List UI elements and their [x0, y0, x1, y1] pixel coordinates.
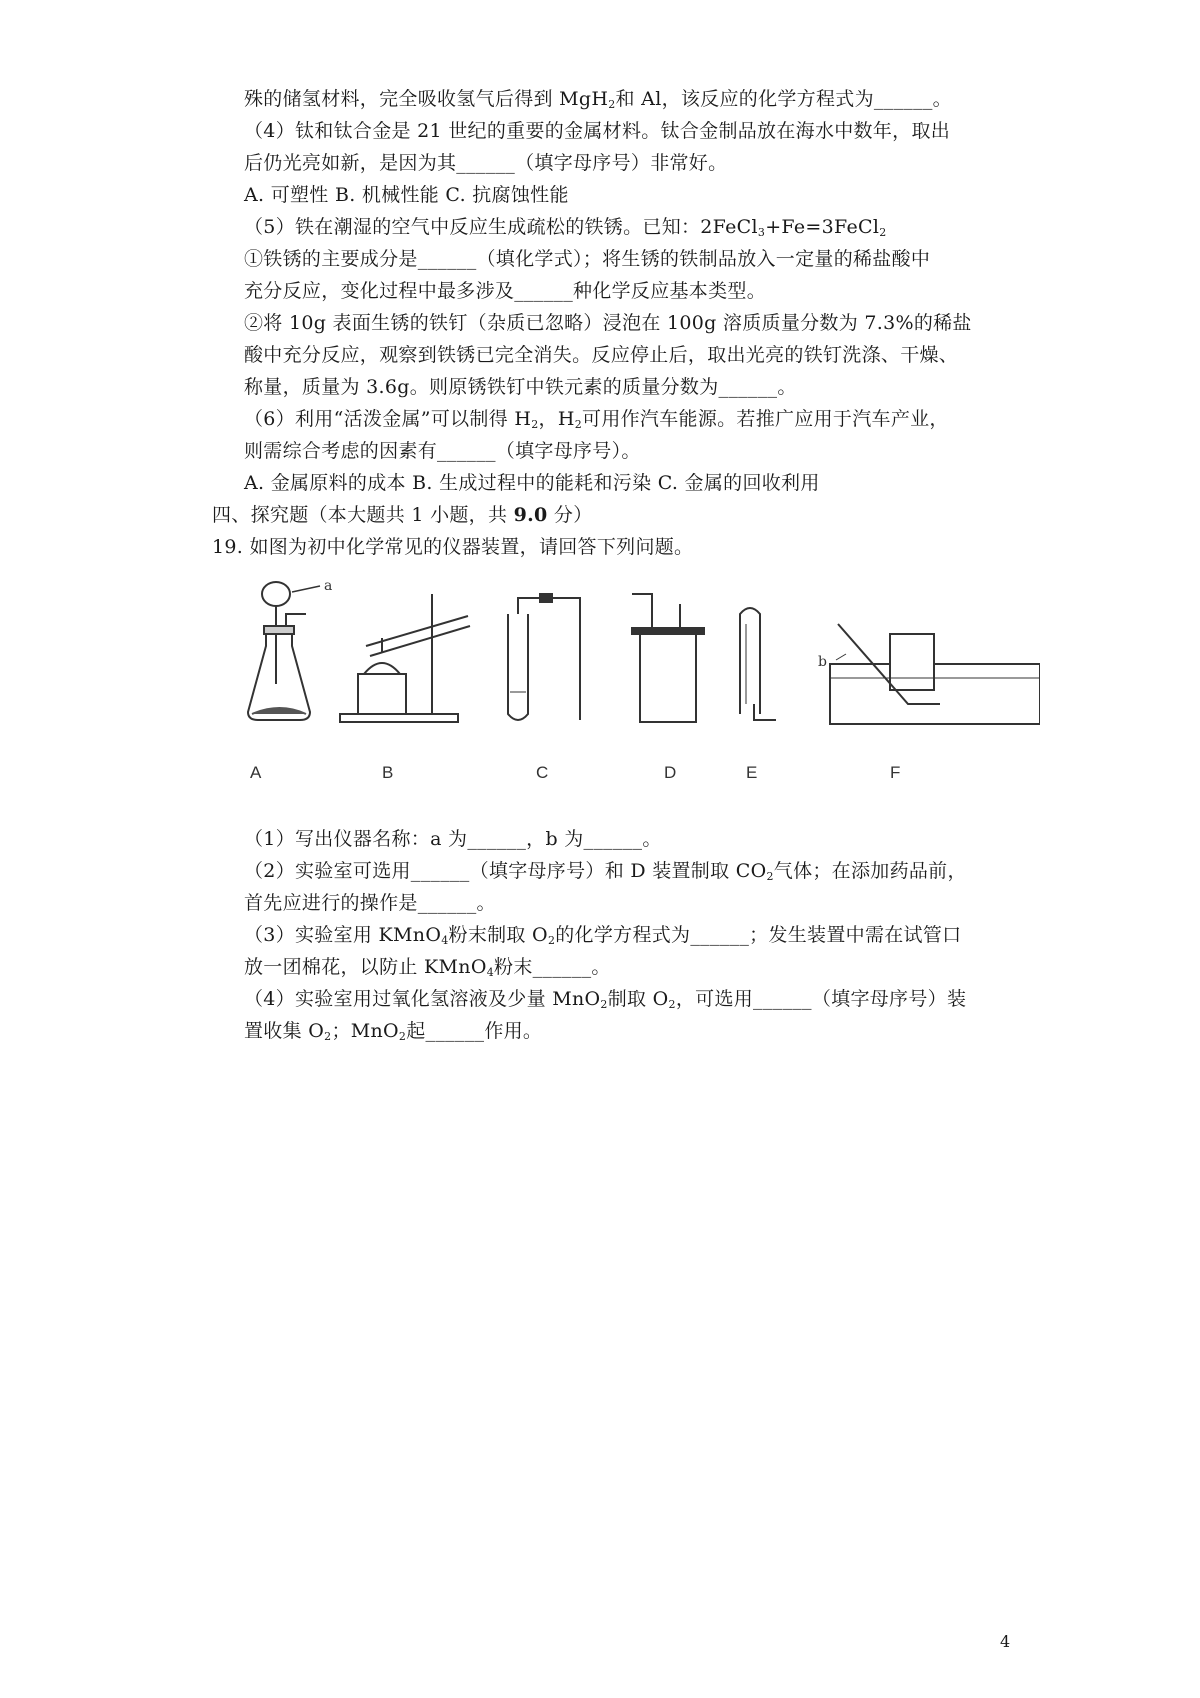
label-d: D — [664, 763, 677, 782]
text-line: 首先应进行的操作是______。 — [244, 892, 496, 914]
text-line: 后仍光亮如新，是因为其______（填字母序号）非常好。 — [244, 152, 728, 174]
apparatus-d-gas-bottle — [632, 594, 704, 722]
marker-a: a — [324, 578, 333, 594]
subquestion-4: （4）实验室用过氧化氢溶液及少量 MnO$_2$制取 $O_2$，可选用______（填字母序号）装 — [244, 988, 967, 1011]
apparatus-e-tube — [740, 608, 776, 720]
apparatus-b-heating-setup — [340, 594, 470, 722]
apparatus-f-water-trough — [830, 624, 1040, 724]
apparatus-c-test-tube — [508, 594, 580, 720]
text-line: 酸中充分反应，观察到铁锈已完全消失。反应停止后，取出光亮的铁钉洗涤、干燥、 — [244, 344, 959, 366]
subquestion-2: （2）实验室可选用______（填字母序号）和 D 装置制取 $CO_2$气体；在添加药品前， — [244, 860, 967, 883]
text-line: （6）利用“活泼金属”可以制得 $H_2$，$H_2$可用作汽车能源。若推广应用于汽车产业， — [244, 408, 949, 431]
label-f: F — [890, 763, 901, 782]
text-line: 称量，质量为 3.6g。则原锈铁钉中铁元素的质量分数为______。 — [244, 376, 797, 398]
text-line: ②将 10g 表面生锈的铁钉（杂质已忽略）浸泡在 100g 溶质质量分数为 7.3%的稀盐 — [244, 312, 972, 334]
label-c: C — [536, 763, 549, 782]
text-line: （4）钛和钛合金是 21 世纪的重要的金属材料。钛合金制品放在海水中数年，取出 — [244, 120, 951, 142]
subquestion-1: （1）写出仪器名称：a 为______，b 为______。 — [244, 828, 662, 850]
section-heading: 四、探究题（本大题共 1 小题，共 9.0 分） — [212, 504, 593, 526]
text-line: （5）铁在潮湿的空气中反应生成疏松的铁锈。已知：2FeCl$_3$+Fe=3FeCl$_2$ — [244, 216, 887, 239]
label-e: E — [746, 763, 758, 782]
page-number: 4 — [1000, 1632, 1011, 1651]
subquestion-3: （3）实验室用 KMnO$_4$粉末制取 $O_2$的化学方程式为______；发生装置中需在试管口 — [244, 924, 962, 947]
text-line: 则需综合考虑的因素有______（填字母序号）。 — [244, 440, 641, 462]
text-line: ①铁锈的主要成分是______（填化学式）；将生锈的铁制品放入一定量的稀盐酸中 — [244, 248, 931, 270]
marker-b: b — [818, 654, 827, 670]
text-line: 置收集 $O_2$；MnO$_2$起______作用。 — [244, 1020, 543, 1043]
label-b: B — [382, 763, 394, 782]
label-a: A — [250, 763, 262, 782]
option-line: A. 可塑性 B. 机械性能 C. 抗腐蚀性能 — [244, 184, 569, 206]
text-line: 殊的储氢材料，完全吸收氢气后得到 MgH$_2$和 Al，该反应的化学方程式为______。 — [244, 88, 952, 111]
text-line: 放一团棉花，以防止 KMnO$_4$粉末______。 — [244, 956, 611, 979]
text-line: 充分反应，变化过程中最多涉及______种化学反应基本类型。 — [244, 280, 767, 302]
option-line: A. 金属原料的成本 B. 生成过程中的能耗和污染 C. 金属的回收利用 — [244, 472, 820, 494]
question-19: 19. 如图为初中化学常见的仪器装置，请回答下列问题。 — [212, 536, 694, 558]
apparatus-figure — [240, 574, 1040, 814]
apparatus-a-conical-flask — [248, 582, 320, 720]
